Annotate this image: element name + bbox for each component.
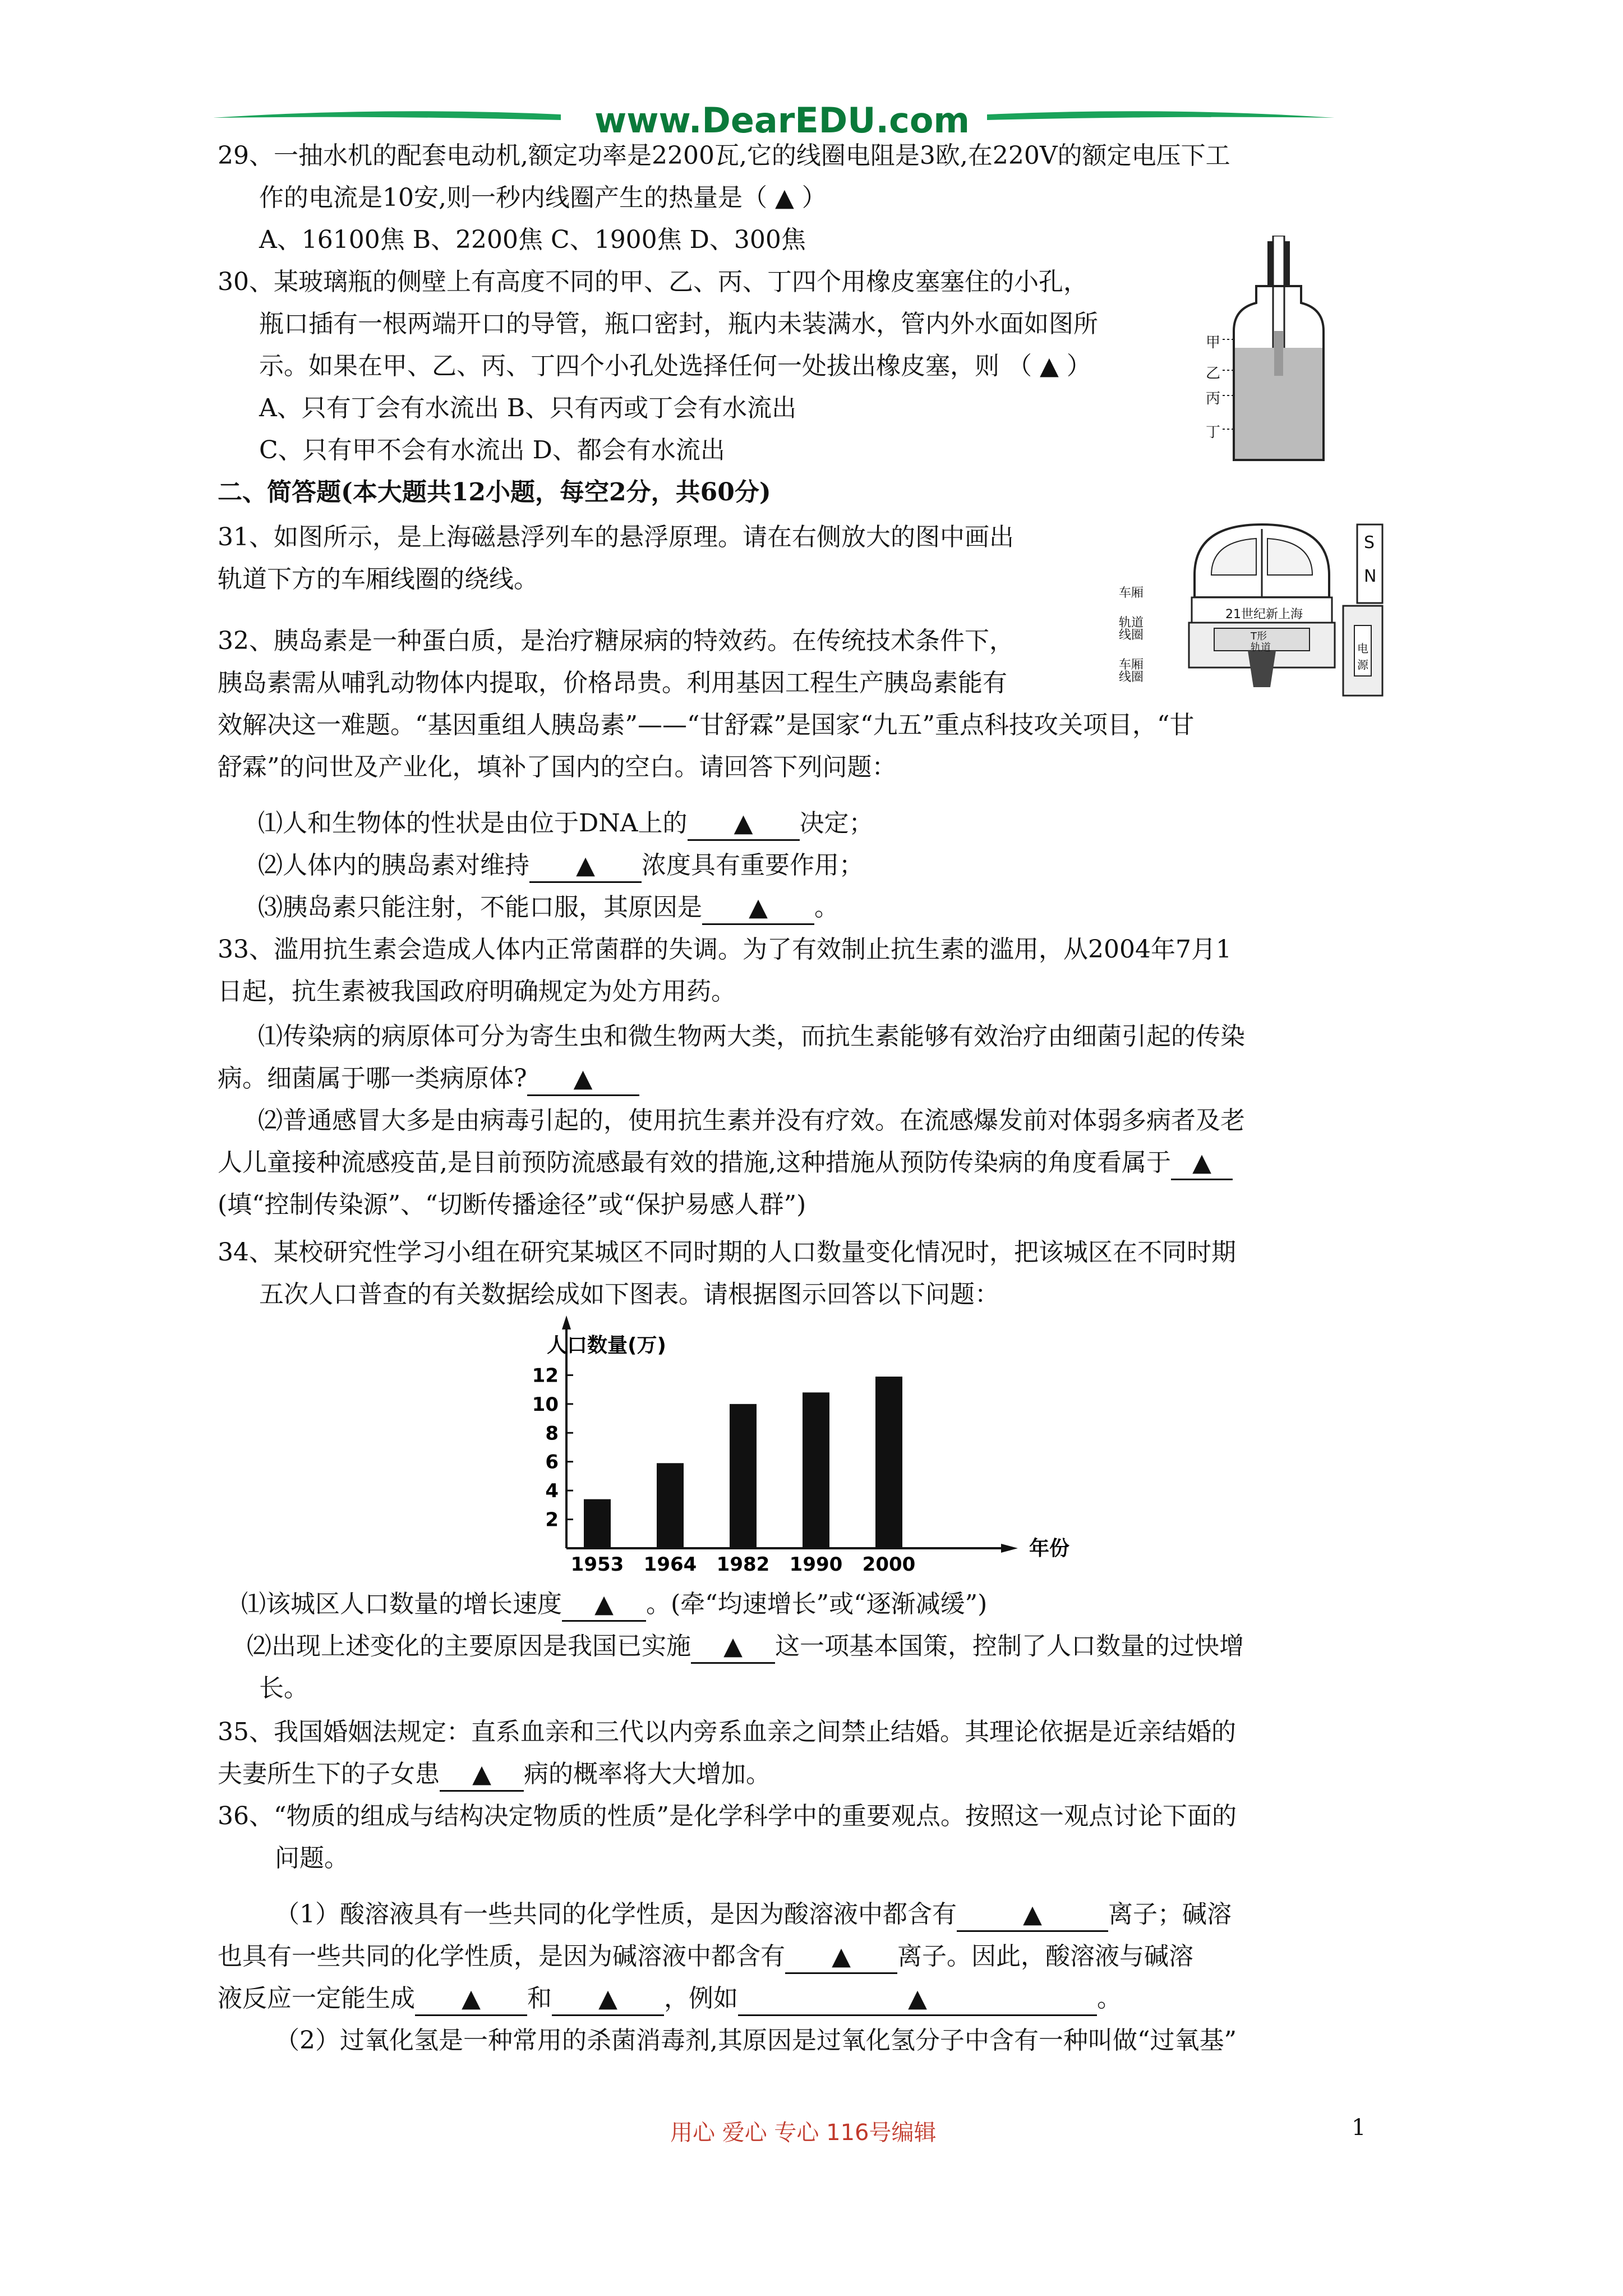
q30-line3: 示。如果在甲、乙、丙、丁四个小孔处选择任何一处拔出橡皮塞，则 （ ▲ ） — [259, 352, 1091, 380]
y-tick-label: 2 — [545, 1508, 559, 1531]
q30-options-ab: A、只有丁会有水流出 B、只有丙或丁会有水流出 — [259, 394, 797, 422]
answer-blank: ▲ — [552, 1983, 664, 2016]
bottle-label-yi: 乙 — [1206, 365, 1221, 382]
q33-sub2: ⑵普通感冒大多是由病毒引起的，使用抗生素并没有疗效。在流感爆发前对体弱多病者及老 — [258, 1106, 1245, 1135]
y-axis-label: 人口数量(万) — [547, 1334, 666, 1357]
q36-line1: 36、“物质的组成与结构决定物质的性质”是化学科学中的重要观点。按照这一观点讨论下面的 — [218, 1802, 1237, 1830]
q30-options-cd: C、只有甲不会有水流出 D、都会有水流出 — [259, 436, 725, 464]
q31-line2: 轨道下方的车厢线圈的绕线。 — [218, 565, 538, 593]
q30-line1: 30、某玻璃瓶的侧壁上有高度不同的甲、乙、丙、丁四个用橡皮塞塞住的小孔， — [218, 268, 1088, 296]
bar-1990 — [803, 1392, 829, 1548]
q33-sub1b: 病。细菌属于哪一类病原体? ▲ — [218, 1063, 639, 1096]
population-bar-chart — [494, 1313, 1082, 1582]
q34-sub2c: 长。 — [259, 1674, 308, 1703]
x-tick-label: 1953 — [570, 1553, 624, 1576]
q29-line2: 作的电流是10安,则一秒内线圈产生的热量是（ ▲ ） — [259, 183, 827, 212]
maglev-label-car: 车厢 — [1119, 586, 1144, 600]
answer-blank: ▲ — [415, 1983, 527, 2016]
q35-line2: 夫妻所生下的子女患 ▲ 病的概率将大大增加。 — [218, 1759, 771, 1792]
maglev-label-tshape: T形 轨道 — [1251, 631, 1271, 654]
bar-1964 — [657, 1463, 684, 1548]
answer-blank: ▲ — [702, 892, 814, 925]
bottle-label-ding: 丁 — [1206, 424, 1221, 441]
q36-line2: 问题。 — [275, 1844, 349, 1872]
q35-line1: 35、我国婚姻法规定：直系血亲和三代以内旁系血亲之间禁止结婚。其理论依据是近亲结婚的 — [218, 1718, 1236, 1746]
answer-blank: ▲ — [691, 1631, 775, 1664]
q32-line3: 效解决这一难题。“基因重组人胰岛素”——“甘舒霖”是国家“九五”重点科技攻关项目，“甘 — [218, 711, 1195, 739]
maglev-label-track: 轨道 线圈 — [1119, 616, 1144, 642]
y-tick-label: 8 — [545, 1422, 559, 1445]
maglev-label-n: N — [1364, 567, 1377, 586]
q31-line1: 31、如图所示，是上海磁悬浮列车的悬浮原理。请在右侧放大的图中画出 — [218, 523, 1014, 551]
x-tick-label: 1990 — [789, 1553, 843, 1576]
answer-blank: ▲ — [957, 1899, 1108, 1932]
y-tick-label: 12 — [532, 1364, 559, 1387]
y-tick-label: 6 — [545, 1451, 559, 1474]
answer-blank: ▲ — [738, 1983, 1097, 2016]
q33-line2: 日起，抗生素被我国政府明确规定为处方用药。 — [218, 977, 736, 1006]
q36-sub1: （1）酸溶液具有一些共同的化学性质，是因为酸溶液中都含有 ▲ 离子；碱溶 — [275, 1899, 1232, 1932]
header-site: www.DearEDU.com — [594, 100, 970, 141]
q34-line1: 34、某校研究性学习小组在研究某城区不同时期的人口数量变化情况时，把该城区在不同时期 — [218, 1238, 1236, 1267]
maglev-banner: 21世纪新上海 — [1225, 608, 1303, 622]
maglev-label-power: 电源 — [1357, 642, 1368, 671]
answer-blank: ▲ — [529, 850, 642, 883]
y-axis-arrow — [562, 1315, 571, 1329]
bar-2000 — [875, 1377, 902, 1548]
q32-line1: 32、胰岛素是一种蛋白质，是治疗糖尿病的特效药。在传统技术条件下， — [218, 627, 1014, 655]
answer-blank: ▲ — [527, 1063, 639, 1096]
bar-1953 — [584, 1499, 611, 1548]
x-axis-arrow — [1001, 1544, 1018, 1553]
q33-sub2c: (填“控制传染源”、“切断传播途径”或“保护易感人群”) — [218, 1190, 806, 1219]
answer-blank: ▲ — [785, 1941, 897, 1974]
q29-options: A、16100焦 B、2200焦 C、1900焦 D、300焦 — [259, 226, 806, 254]
y-tick-label: 4 — [545, 1480, 559, 1503]
blank-mark: ▲ — [1039, 352, 1059, 380]
x-tick-label: 2000 — [862, 1553, 916, 1576]
q32-sub1: ⑴人和生物体的性状是由位于DNA上的 ▲ 决定； — [258, 808, 874, 841]
q30-line2: 瓶口插有一根两端开口的导管，瓶口密封，瓶内未装满水，管内外水面如图所 — [259, 310, 1098, 338]
q34-line2: 五次人口普查的有关数据绘成如下图表。请根据图示回答以下问题： — [259, 1280, 999, 1309]
q36-sub2: （2）过氧化氢是一种常用的杀菌消毒剂,其原因是过氧化氢分子中含有一种叫做“过氧基” — [275, 2026, 1237, 2055]
q33-sub2b: 人儿童接种流感疫苗,是目前预防流感最有效的措施,这种措施从预防传染病的角度看属于 ▲ — [218, 1147, 1233, 1180]
q33-sub1: ⑴传染病的病原体可分为寄生虫和微生物两大类，而抗生素能够有效治疗由细菌引起的传染 — [258, 1022, 1245, 1051]
x-tick-label: 1982 — [716, 1553, 770, 1576]
answer-blank: ▲ — [688, 808, 800, 841]
maglev-label-s: S — [1364, 533, 1375, 553]
q36-sub1e: 液反应一定能生成 ▲ 和 ▲ ，例如 ▲ 。 — [218, 1983, 1122, 2016]
q32-sub2: ⑵人体内的胰岛素对维持 ▲ 浓度具有重要作用； — [258, 850, 864, 883]
blank-mark: ▲ — [774, 183, 794, 212]
q34-sub2: ⑵出现上述变化的主要原因是我国已实施 ▲ 这一项基本国策，控制了人口数量的过快增 — [247, 1631, 1244, 1664]
section-2-heading: 二、简答题(本大题共12小题，每空2分，共60分) — [218, 478, 771, 507]
footer-text: 用心 爱心 专心 116号编辑 — [670, 2120, 937, 2146]
maglev-label-car-coil: 车厢 线圈 — [1119, 658, 1144, 684]
page-number: 1 — [1352, 2115, 1366, 2141]
answer-blank: ▲ — [1171, 1147, 1233, 1180]
bar-1982 — [730, 1404, 757, 1548]
x-tick-label: 1964 — [643, 1553, 697, 1576]
bottle-label-jia: 甲 — [1206, 334, 1221, 351]
answer-blank: ▲ — [440, 1759, 524, 1792]
q32-sub3: ⑶胰岛素只能注射，不能口服，其原因是 ▲ 。 — [258, 892, 839, 925]
q33-line1: 33、滥用抗生素会造成人体内正常菌群的失调。为了有效制止抗生素的滥用，从2004年7月1 — [218, 935, 1232, 964]
y-tick-label: 10 — [532, 1393, 559, 1416]
q32-line2: 胰岛素需从哺乳动物体内提取，价格昂贵。利用基因工程生产胰岛素能有 — [218, 669, 1007, 697]
q34-sub1: ⑴该城区人口数量的增长速度 ▲ 。(牵“均速增长”或“逐渐减缓”) — [241, 1589, 987, 1622]
answer-blank: ▲ — [562, 1589, 646, 1622]
q29-line1: 29、一抽水机的配套电动机,额定功率是2200瓦,它的线圈电阻是3欧,在220V的额定电压下工 — [218, 141, 1230, 170]
bottle-figure — [1223, 236, 1335, 471]
x-axis-label: 年份 — [1029, 1537, 1070, 1560]
q36-sub1c: 也具有一些共同的化学性质，是因为碱溶液中都含有 ▲ 离子。因此，酸溶液与碱溶 — [218, 1941, 1193, 1974]
q32-line4: 舒霖”的问世及产业化，填补了国内的空白。请回答下列问题： — [218, 753, 897, 781]
bottle-label-bing: 丙 — [1206, 390, 1221, 407]
